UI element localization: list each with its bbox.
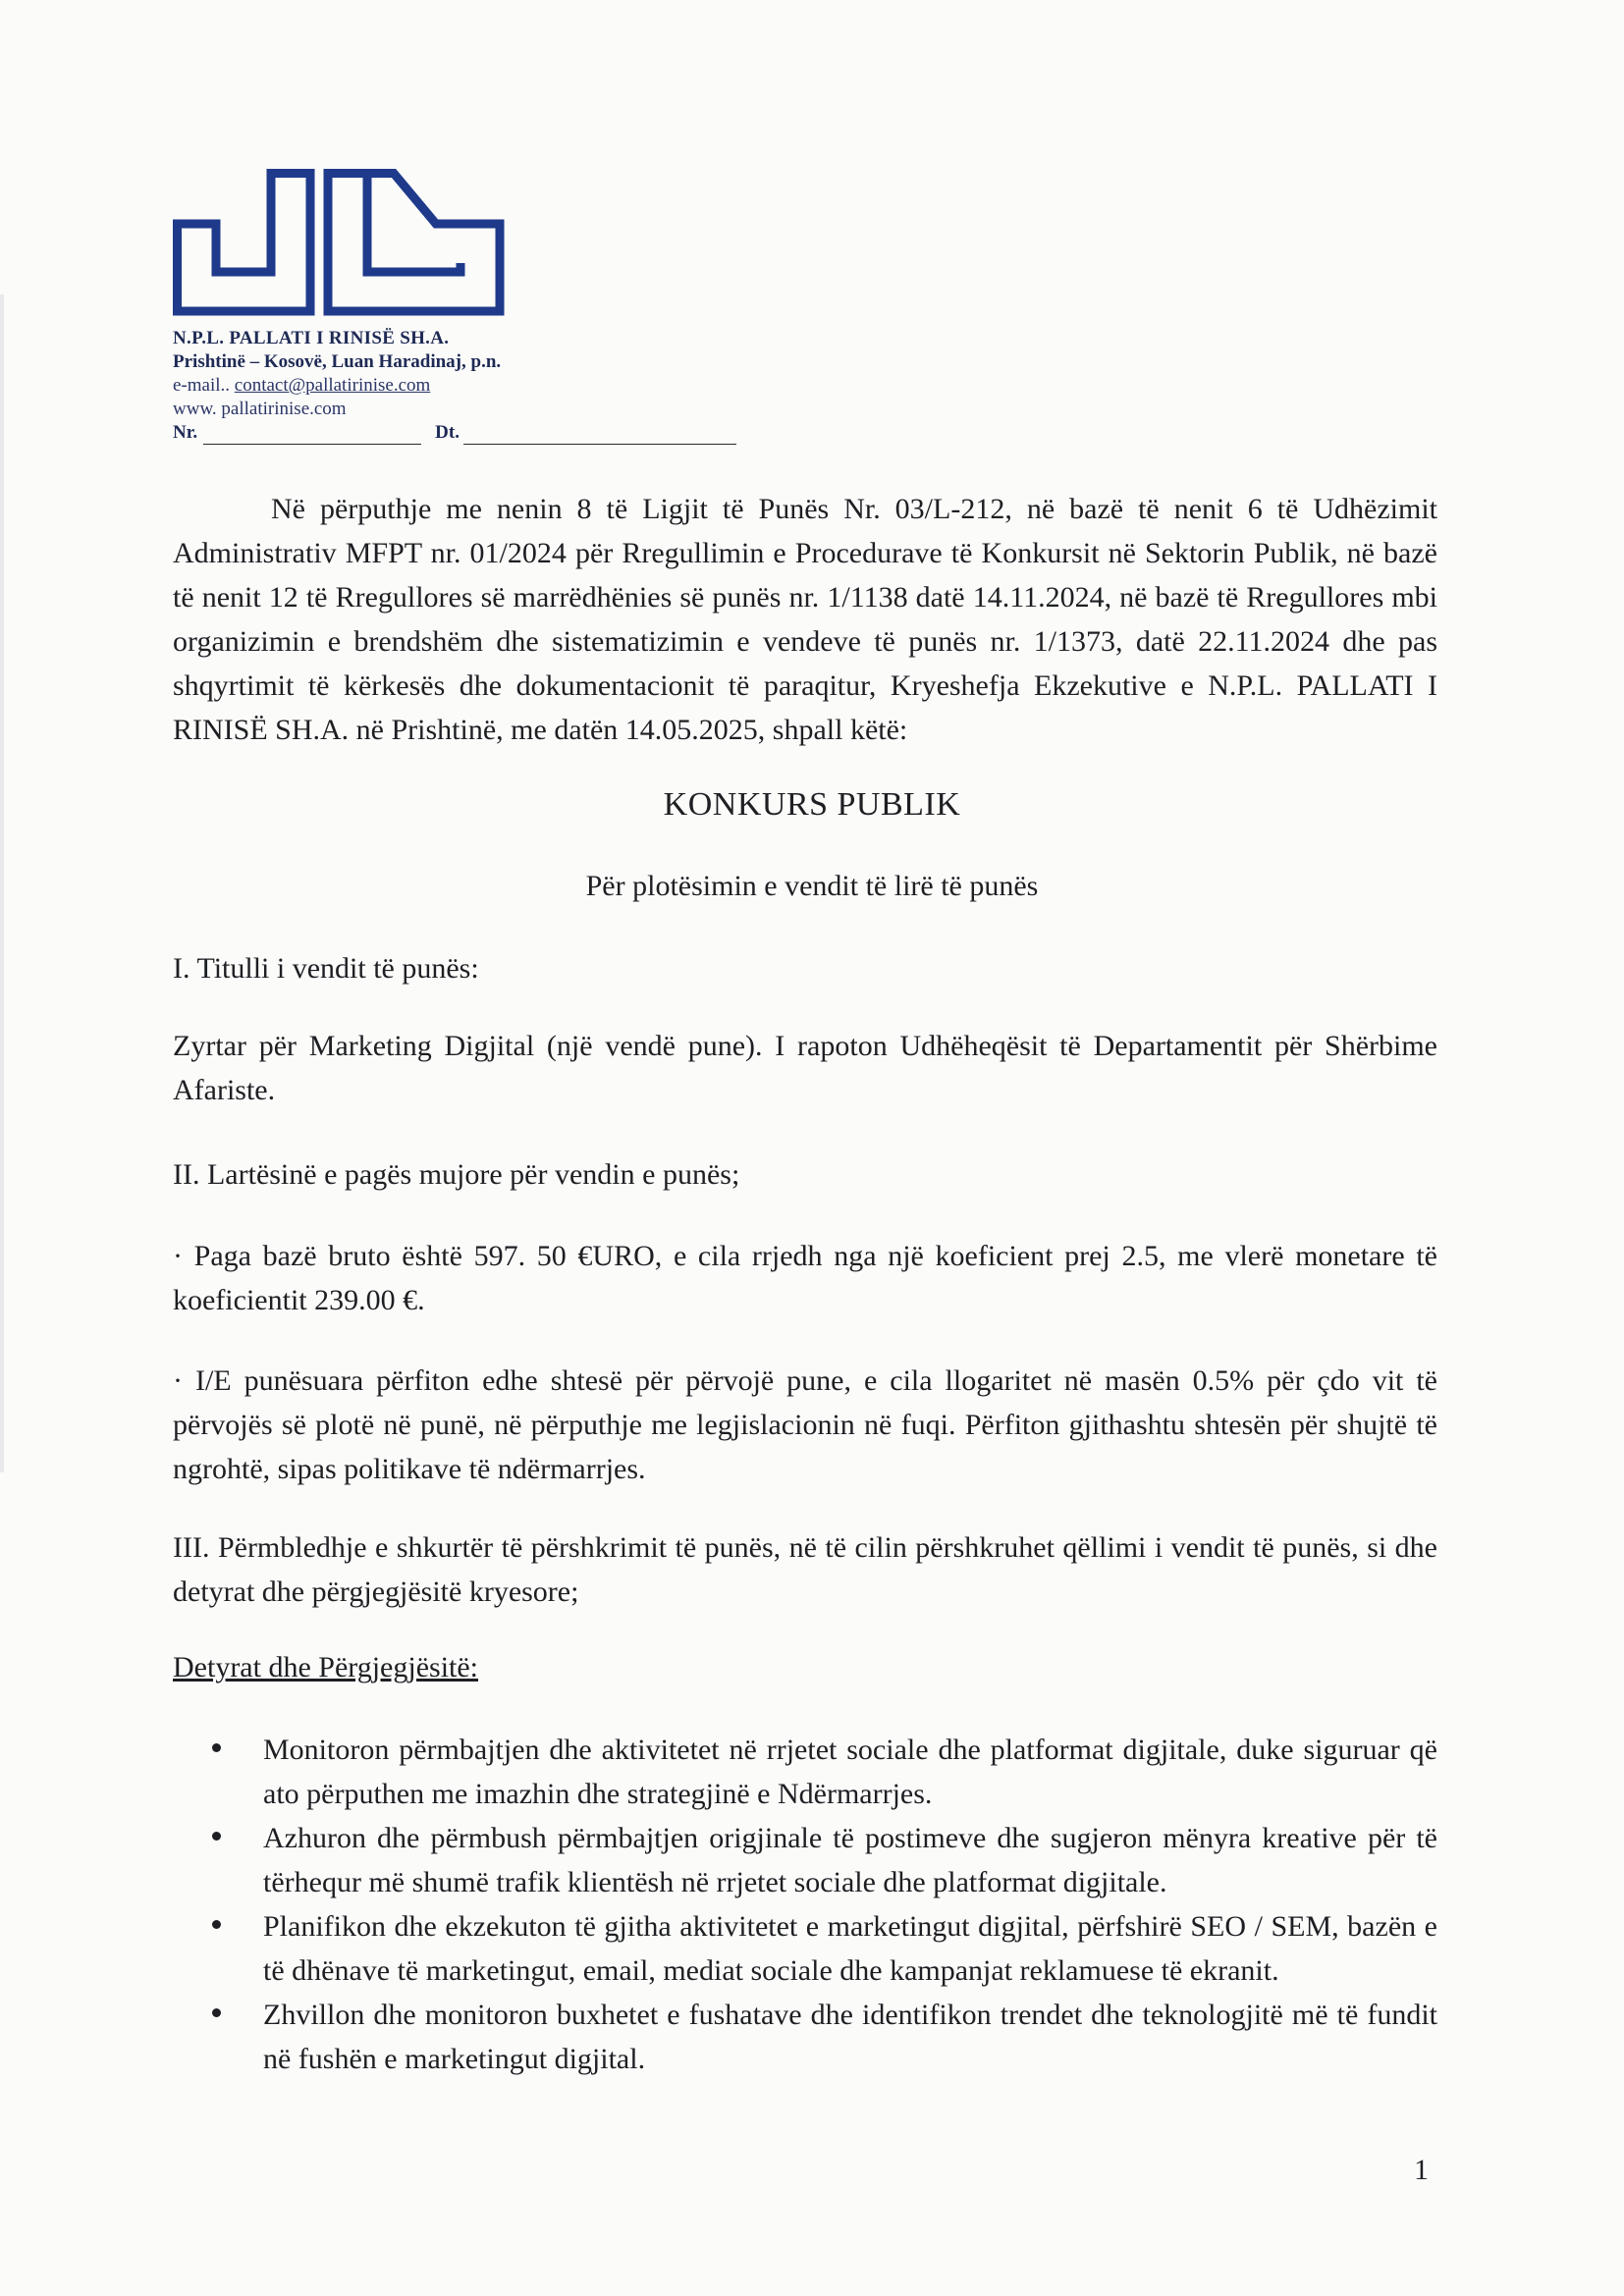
bullet-icon	[212, 2008, 221, 2017]
duty-text: Monitoron përmbajtjen dhe aktivitetet në rrjetet sociale dhe platformat digjitale, duke siguruar që ato përputhen me imazhin dhe strategjinë e Ndërmarrjes.	[263, 1734, 1437, 1810]
email-prefix: e-mail..	[173, 375, 235, 396]
duty-text: Zhvillon dhe monitoron buxhetet e fushatave dhe identifikon trendet dhe teknologjitë më të fundit në fushën e marketingut digjital.	[263, 1999, 1437, 2075]
section-1-heading: I. Titulli i vendit të punës:	[173, 952, 479, 985]
duty-text: Azhuron dhe përmbush përmbajtjen origjinale të postimeve dhe sugjeron mënyra kreative për të tërhequr më shumë trafik klientësh në rrjetet sociale dhe platformat digjitale.	[263, 1822, 1437, 1898]
list-item	[173, 1728, 1437, 1816]
company-name: N.P.L. PALLATI I RINISË SH.A.	[173, 328, 450, 348]
email-link[interactable]: contact@pallatirinise.com	[234, 375, 431, 396]
section-1-text: Zyrtar për Marketing Digjital (një vendë pune). I rapoton Udhëheqësit të Departamentit për Shërbime Afariste.	[173, 1030, 1437, 1106]
bullet-icon	[212, 1920, 221, 1929]
document-subtitle: Për plotësimin e vendit të lirë të punës	[585, 870, 1039, 902]
company-logo	[173, 169, 505, 316]
dt-label: Dt.	[435, 422, 460, 443]
dt-blank-line	[463, 426, 736, 445]
list-item	[173, 1904, 1437, 1993]
pay-paragraph: · Paga bazë bruto është 597. 50 €URO, e cila rrjedh nga një koeficient prej 2.5, me vlerë monetare të koeficientit 239.00 €.	[173, 1240, 1437, 1316]
duties-heading: Detyrat dhe Përgjegjësitë:	[173, 1651, 479, 1683]
nr-blank-line	[203, 426, 421, 445]
duty-text: Planifikon dhe ekzekuton të gjitha aktivitetet e marketingut digjital, përfshirë SEO / SEM, bazën e të dhënave të marketingut, email, mediat sociale dhe kampanjat reklamuese të ekranit.	[263, 1910, 1437, 1987]
section-3-heading: III. Përmbledhje e shkurtër të përshkrimit të punës, në të cilin përshkruhet qëllimi i vendit të punës, si dhe detyrat dhe përgjegjësitë kryesore;	[173, 1531, 1437, 1608]
reference-line	[173, 421, 736, 445]
nr-label: Nr.	[173, 422, 198, 443]
document-title: KONKURS PUBLIK	[663, 786, 961, 823]
letterhead	[173, 327, 736, 445]
page-number: 1	[1414, 2154, 1429, 2186]
section-2-heading: II. Lartësinë e pagës mujore për vendin e punës;	[173, 1158, 740, 1191]
duties-list	[173, 1728, 1437, 2081]
intro-paragraph: Në përputhje me nenin 8 të Ligjit të Punës Nr. 03/L-212, në bazë të nenit 6 të Udhëzimit Administrativ MFPT nr. 01/2024 për Rregullimin e Procedurave të Konkursit në Sektorin Publik, në bazë të nenit 12 të Rregullores së marrëdhënies së punës nr. 1/1138 datë 14.11.2024, në bazë të Rregullores mbi organizimin e brendshëm dhe sistematizimin e vendeve të punës nr. 1/1373, datë 22.11.2024 dhe pas shqyrtimit të kërkesës dhe dokumentacionit të paraqitur, Kryeshefja Ekzekutive e N.P.L. PALLATI I RINISË SH.A. në Prishtinë, me datën 14.05.2025, shpall këtë:	[173, 493, 1437, 746]
list-item	[173, 1816, 1437, 1904]
company-website: www. pallatirinise.com	[173, 399, 347, 419]
benefit-paragraph: · I/E punësuara përfiton edhe shtesë për përvojë pune, e cila llogaritet në masën 0.5% për çdo vit të përvojës së plotë në punë, në përputhje me legjislacionin në fuqi. Përfiton gjithashtu shtesën për shujtë të ngrohtë, sipas politikave të ndërmarrjes.	[173, 1364, 1437, 1485]
bullet-icon	[212, 1743, 221, 1752]
company-email-line	[173, 374, 736, 398]
list-item	[173, 1993, 1437, 2081]
company-address: Prishtinë – Kosovë, Luan Haradinaj, p.n.	[173, 351, 502, 372]
bullet-icon	[212, 1832, 221, 1841]
